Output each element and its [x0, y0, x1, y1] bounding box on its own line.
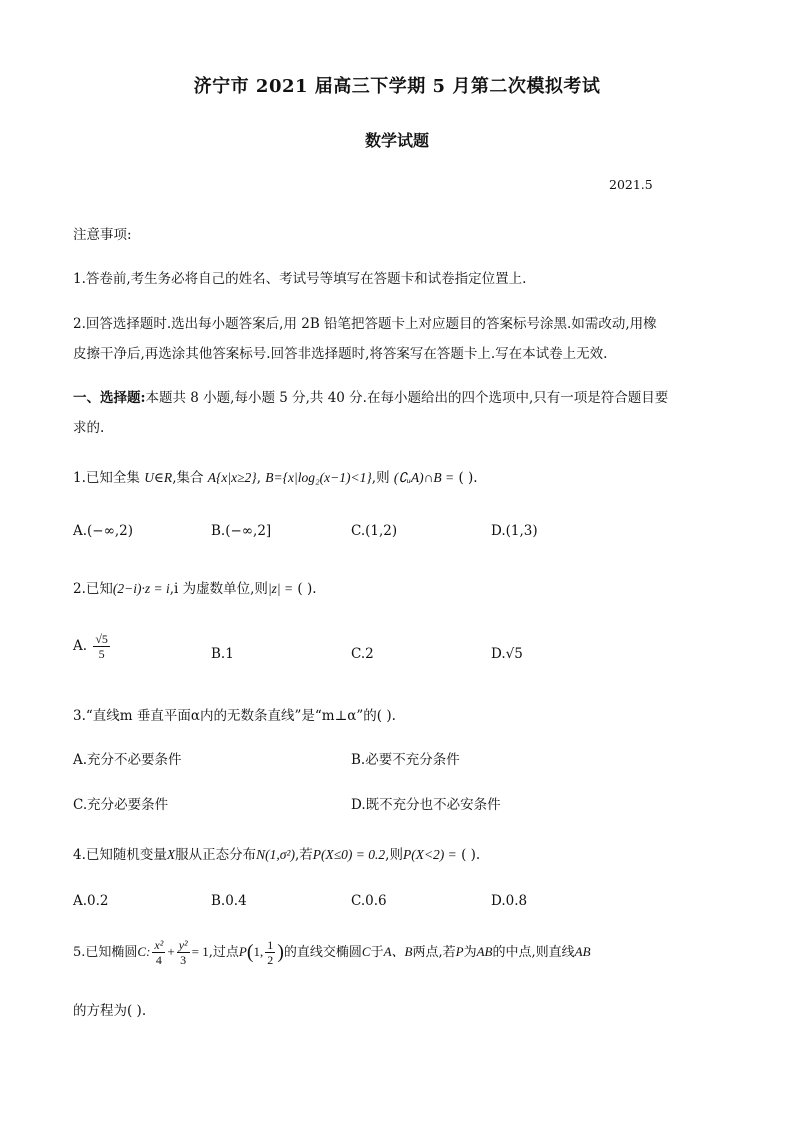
question-1 — [73, 466, 478, 486]
question-4 — [73, 843, 480, 863]
q4-ask: P(X<2) = — [402, 847, 457, 862]
q2-option-a-label: A. — [73, 638, 88, 654]
q5-half-denominator: 2 — [267, 953, 274, 967]
q5-line-2: 的方程为( ). — [73, 1003, 147, 1019]
q4-option-a: A.0.2 — [73, 893, 109, 909]
q5-x-squared: x² — [154, 938, 164, 952]
q5-mid-1: ,过点 — [208, 945, 239, 960]
q1-option-c: C.(1,2) — [351, 523, 398, 539]
q2-option-d: D.√5 — [491, 646, 523, 662]
q1-sep: , — [256, 470, 261, 486]
note-item-2-line-1: 2.回答选择题时.选出每小题答案后,用 2B 铅笔把答题卡上对应题目的答案标号涂黑.如需改动,用橡 — [73, 316, 657, 332]
q4-mid-2: ,若 — [294, 847, 313, 863]
page-subtitle: 数学试题 — [364, 131, 429, 150]
q4-variable: X — [166, 847, 176, 862]
q1-set-b: B={x|log₂(x−1)<1} — [265, 470, 372, 485]
q4-option-b: B.0.4 — [211, 893, 247, 909]
q5-point-p-2: P — [455, 944, 464, 959]
q5-ellipse-c: C — [361, 944, 371, 959]
q5-denominator-4: 4 — [155, 953, 162, 967]
q3-option-d: D.既不充分也不必安条件 — [351, 797, 501, 813]
q1-option-b: B.(−∞,2] — [211, 523, 272, 539]
q4-tail: ( ). — [461, 847, 481, 863]
q2-prefix: 2.已知 — [73, 581, 113, 597]
q1-mid-1: ,集合 — [172, 470, 204, 486]
q2-option-b: B.1 — [211, 646, 234, 662]
section-1-heading — [73, 386, 668, 406]
q1-tail: ( ). — [458, 470, 478, 486]
q2-option-a-numerator: √5 — [95, 632, 108, 646]
question-2 — [73, 577, 317, 597]
page-title: 济宁市 2021 届高三下学期 5 月第二次模拟考试 — [193, 76, 601, 97]
q5-points-ab: A、B — [383, 944, 413, 959]
q3-option-b: B.必要不充分条件 — [351, 752, 460, 768]
q3-option-a: A.充分不必要条件 — [73, 752, 182, 768]
q5-mid-6: 的中点,则直线 — [492, 945, 575, 960]
q5-mid-2: 的直线交椭圆 — [283, 945, 362, 960]
q5-mid-3: 于 — [370, 945, 384, 960]
q4-prefix: 4.已知随机变量 — [73, 847, 167, 863]
q1-universal-set: U∈R — [144, 470, 173, 485]
q1-set-a: A{x|x≥2} — [207, 470, 257, 485]
q5-equals-one: = 1 — [191, 944, 209, 959]
q2-option-c: C.2 — [351, 646, 374, 662]
q5-line-ab: AB — [574, 944, 591, 959]
q5-fraction-x — [152, 938, 165, 967]
exam-date: 2021.5 — [609, 177, 653, 192]
q1-expression: (∁ᵤA)∩B = — [393, 470, 455, 485]
notes-heading: 注意事项: — [73, 227, 132, 243]
q1-option-a: A.(−∞,2) — [73, 523, 134, 539]
q1-prefix: 1.已知全集 — [73, 470, 140, 486]
q5-point-p: P — [238, 944, 247, 959]
section-1-text: 本题共 8 小题,每小题 5 分,共 40 分.在每小题给出的四个选项中,只有一项是符合题目要 — [145, 390, 669, 406]
q5-fraction-half — [265, 938, 275, 967]
q5-ellipse-label: C: — [137, 944, 151, 959]
q5-fraction-y — [177, 938, 190, 967]
q2-option-a — [73, 632, 112, 661]
section-1-text-line-2: 求的. — [73, 420, 105, 436]
q5-mid-5: 为 — [463, 945, 477, 960]
q1-mid-2: ,则 — [371, 470, 390, 486]
q5-plus: + — [167, 944, 175, 959]
q4-distribution: N(1,σ²) — [256, 847, 295, 862]
q4-mid-3: ,则 — [385, 847, 403, 863]
section-1-label: 一、选择题: — [73, 390, 146, 406]
q4-condition: P(X≤0) = 0.2 — [312, 847, 386, 862]
q3-option-c: C.充分必要条件 — [73, 797, 169, 813]
q2-equation: (2−i)·z = i — [112, 581, 170, 596]
q5-half-numerator: 1 — [267, 938, 274, 952]
q5-prefix: 5.已知椭圆 — [73, 945, 138, 960]
q2-option-a-fraction — [93, 632, 110, 661]
question-5: 5.已知椭圆C: $\frac{\text{x²}}{4}$ + $\frac{\text{y²}}{3}$ = 1,过点P(1, $\frac{1}{2}$ )的直线交椭圆C于A、B两点,若P为AB的中点,则直线AB — [73, 938, 591, 967]
q4-option-d: D.0.8 — [491, 893, 528, 909]
q4-mid-1: 服从正态分布 — [175, 847, 257, 863]
q5-segment-ab: AB — [476, 944, 493, 959]
q5-point-x: 1, — [253, 944, 264, 959]
question-3: 3.“直线m 垂直平面α内的无数条直线”是“m⊥α”的( ). — [73, 708, 396, 724]
q5-denominator-3: 3 — [180, 953, 187, 967]
q4-option-c: C.0.6 — [351, 893, 387, 909]
q2-modulus: |z| = — [267, 581, 294, 596]
q1-option-d: D.(1,3) — [491, 523, 538, 539]
q2-option-a-denominator: 5 — [98, 647, 105, 661]
q2-mid: ,i 为虚数单位,则 — [169, 581, 268, 597]
q5-mid-4: 两点,若 — [412, 945, 456, 960]
note-item-1: 1.答卷前,考生务必将自己的姓名、考试号等填写在答题卡和试卷指定位置上. — [73, 271, 527, 287]
note-item-2-line-2: 皮擦干净后,再选涂其他答案标号.回答非选择题时,将答案写在答题卡上.写在本试卷上无效. — [73, 346, 608, 362]
q5-y-squared: y² — [178, 938, 188, 952]
q2-tail: ( ). — [297, 581, 317, 597]
